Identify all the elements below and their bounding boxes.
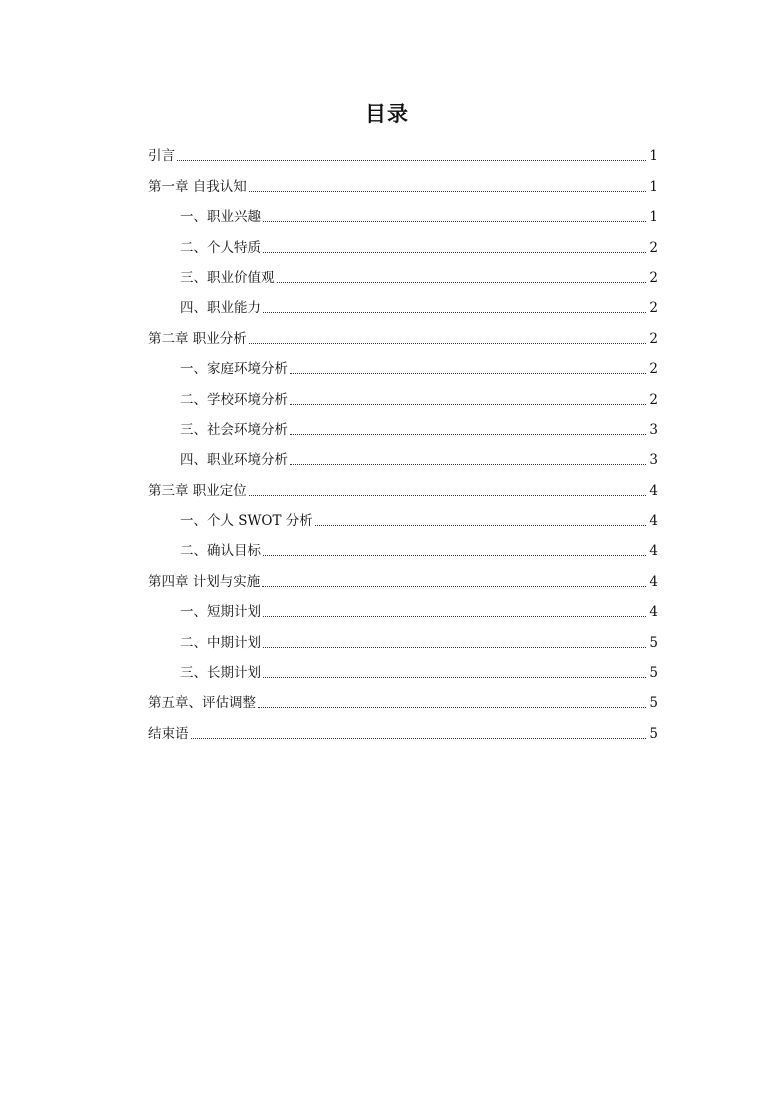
toc-entry[interactable] [148,440,658,470]
dot-leader [315,525,646,526]
dot-leader [290,464,646,465]
dot-leader [249,495,646,496]
toc-entry-page: 4 [649,573,658,590]
toc-entry[interactable] [148,349,658,379]
toc-entry-label: 一、短期计划 [180,604,261,621]
toc-entry-page: 1 [649,209,658,226]
toc-entry-label: 三、职业价值观 [180,269,275,286]
toc-entry-label: 引言 [148,148,175,165]
dot-leader [249,343,646,344]
toc-entry[interactable] [148,470,658,500]
toc-entry-page: 5 [649,725,658,742]
toc-entry[interactable] [148,531,658,561]
toc-entry-label: 第一章 自我认知 [148,178,247,195]
toc-entry-label: 结束语 [148,725,189,742]
toc-entry-page: 1 [649,178,658,195]
toc-entry-label: 二、学校环境分析 [180,391,288,408]
toc-entry[interactable] [148,197,658,227]
toc-entry[interactable] [148,258,658,288]
toc-entry-label: 四、职业能力 [180,300,261,317]
toc-entry[interactable] [148,561,658,591]
toc-title: 目录 [365,102,409,126]
toc-entry-label: 第二章 职业分析 [148,330,247,347]
toc-entry-page: 5 [649,695,658,712]
toc-entry-label: 一、家庭环境分析 [180,361,288,378]
toc-entry-page: 3 [649,452,658,469]
toc-entry-page: 4 [649,543,658,560]
toc-entry-page: 2 [649,330,658,347]
dot-leader [177,160,646,161]
toc-entry-label: 三、社会环境分析 [180,421,288,438]
toc-entry-page: 4 [649,604,658,621]
toc-entry[interactable] [148,592,658,622]
dot-leader [263,677,646,678]
toc-entry-page: 2 [649,391,658,408]
toc-entry-label: 一、个人 SWOT 分析 [180,513,313,530]
dot-leader [290,404,646,405]
dot-leader [290,434,646,435]
toc-entry-page: 4 [649,482,658,499]
toc-entry-label: 第五章、评估调整 [148,695,256,712]
toc-entry[interactable] [148,288,658,318]
dot-leader [262,586,646,587]
dot-leader [258,707,646,708]
toc-entry[interactable] [148,683,658,713]
dot-leader [263,312,646,313]
toc-entry-page: 2 [649,300,658,317]
table-of-contents [148,136,658,744]
toc-entry-page: 2 [649,269,658,286]
dot-leader [191,738,647,739]
toc-entry-label: 二、个人特质 [180,239,261,256]
toc-entry-label: 三、长期计划 [180,665,261,682]
toc-entry[interactable] [148,227,658,257]
toc-entry-page: 5 [649,634,658,651]
toc-entry-page: 4 [649,513,658,530]
toc-entry-label: 一、职业兴趣 [180,209,261,226]
toc-entry-label: 二、中期计划 [180,634,261,651]
dot-leader [263,252,646,253]
toc-entry[interactable] [148,136,658,166]
toc-entry[interactable] [148,622,658,652]
dot-leader [290,373,646,374]
toc-entry[interactable] [148,410,658,440]
toc-entry[interactable] [148,379,658,409]
toc-entry[interactable] [148,166,658,196]
dot-leader [263,221,646,222]
toc-entry-page: 5 [649,665,658,682]
toc-entry-label: 四、职业环境分析 [180,452,288,469]
toc-entry-label: 第四章 计划与实施 [148,573,261,590]
toc-entry[interactable] [148,653,658,683]
toc-entry[interactable] [148,318,658,348]
toc-entry-label: 二、确认目标 [180,543,261,560]
toc-entry-page: 1 [649,148,658,165]
toc-entry[interactable] [148,713,658,743]
dot-leader [277,282,647,283]
toc-entry-label: 第三章 职业定位 [148,482,247,499]
toc-entry[interactable] [148,501,658,531]
toc-entry-page: 3 [649,421,658,438]
dot-leader [263,555,646,556]
dot-leader [249,191,646,192]
dot-leader [263,647,646,648]
dot-leader [263,616,646,617]
toc-entry-page: 2 [649,239,658,256]
toc-entry-page: 2 [649,361,658,378]
